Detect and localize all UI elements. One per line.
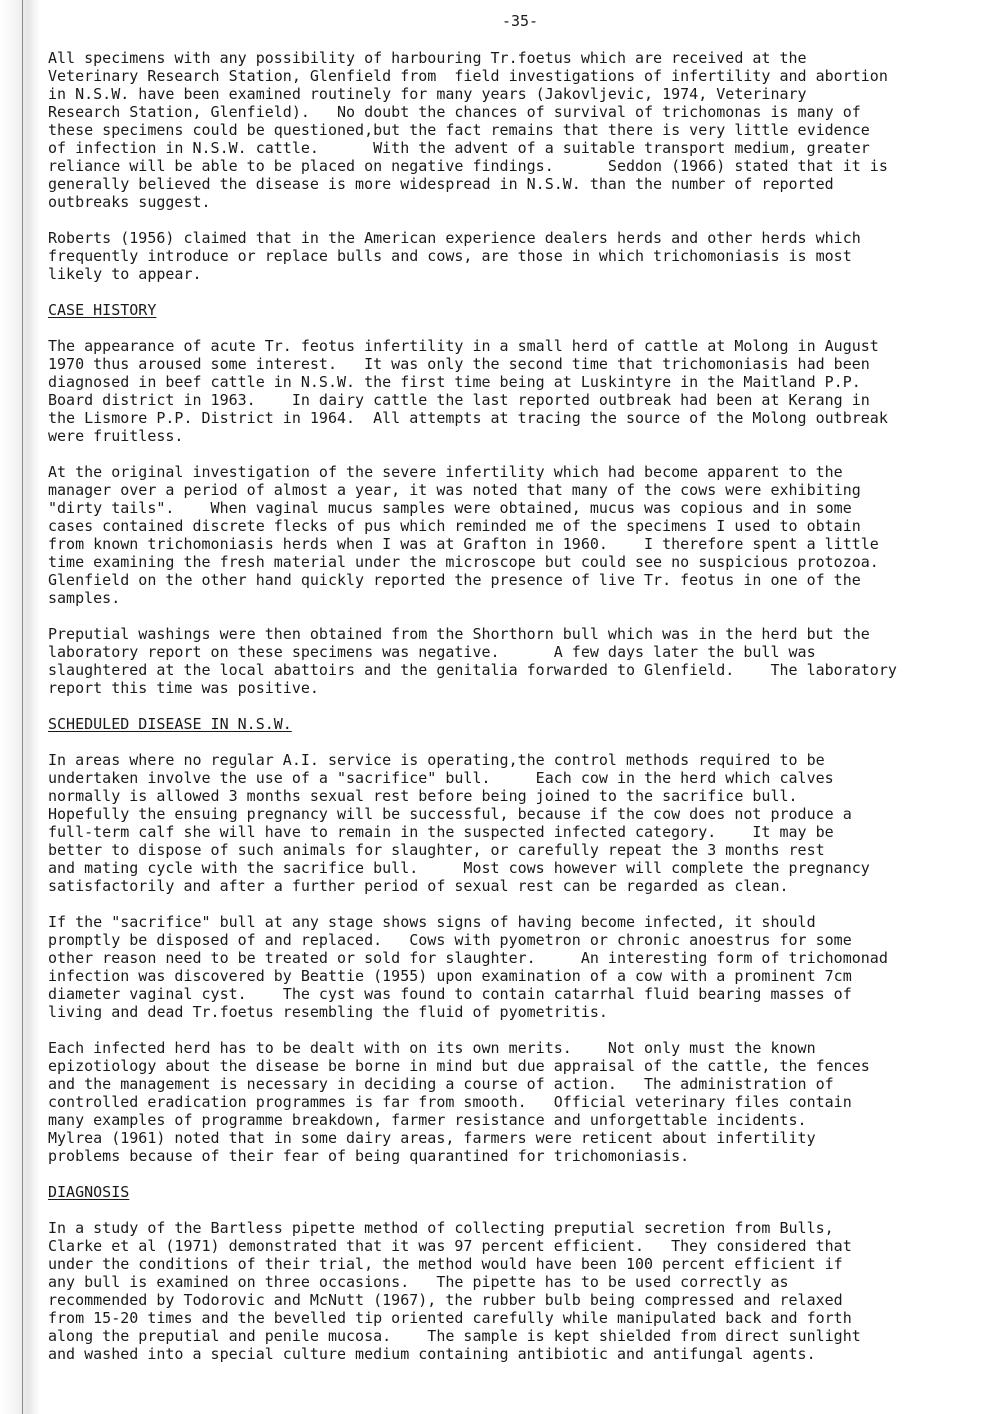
text-line: If the "sacrifice" bull at any stage shows signs of having become infected, it should: [48, 913, 816, 931]
text-line: Each infected herd has to be dealt with on its own merits. Not only must the known: [48, 1039, 816, 1057]
text-line: under the conditions of their trial, the method would have been 100 percent efficient if: [48, 1255, 843, 1273]
text-line: The appearance of acute Tr. feotus infertility in a small herd of cattle at Molong in August: [48, 337, 879, 355]
text-line: generally believed the disease is more widespread in N.S.W. than the number of reported: [48, 175, 834, 193]
text-line: Roberts (1956) claimed that in the American experience dealers herds and other herds which: [48, 229, 861, 247]
text-line: Veterinary Research Station, Glenfield from field investigations of infertility and abortion: [48, 67, 888, 85]
text-line: reliance will be able to be placed on negative findings. Seddon (1966) stated that it is: [48, 157, 888, 175]
text-line: from known trichomoniasis herds when I was at Grafton in 1960. I therefore spent a little: [48, 535, 879, 553]
text-line: samples.: [48, 589, 121, 607]
text-line: other reason need to be treated or sold for slaughter. An interesting form of trichomonad: [48, 949, 888, 967]
text-line: In a study of the Bartless pipette method of collecting preputial secretion from Bulls,: [48, 1219, 834, 1237]
text-line: Glenfield on the other hand quickly reported the presence of live Tr. feotus in one of the: [48, 571, 861, 589]
page-number: -35-: [501, 12, 539, 30]
text-line: "dirty tails". When vaginal mucus samples were obtained, mucus was copious and in some: [48, 499, 852, 517]
text-line: epizotiology about the disease be borne in mind but due appraisal of the cattle, the fences: [48, 1057, 870, 1075]
paragraph: [48, 229, 994, 283]
text-line: Clarke et al (1971) demonstrated that it was 97 percent efficient. They considered that: [48, 1237, 852, 1255]
paragraph: [48, 1219, 994, 1363]
text-line: along the preputial and penile mucosa. The sample is kept shielded from direct sunlight: [48, 1327, 861, 1345]
section-heading: CASE HISTORY: [48, 301, 157, 319]
text-line: Hopefully the ensuing pregnancy will be successful, because if the cow does not produce a: [48, 805, 852, 823]
text-line: full-term calf she will have to remain in the suspected infected category. It may be: [48, 823, 834, 841]
text-line: laboratory report on these specimens was negative. A few days later the bull was: [48, 643, 816, 661]
text-line: diagnosed in beef cattle in N.S.W. the first time being at Luskintyre in the Maitland P.P.: [48, 373, 861, 391]
text-line: in N.S.W. have been examined routinely for many years (Jakovljevic, 1974, Veterinary: [48, 85, 807, 103]
text-line: satisfactorily and after a further period of sexual rest can be regarded as clean.: [48, 877, 789, 895]
text-line: these specimens could be questioned,but the fact remains that there is very little evidence: [48, 121, 870, 139]
section-heading: DIAGNOSIS: [48, 1183, 130, 1201]
text-line: and the management is necessary in deciding a course of action. The administration of: [48, 1075, 834, 1093]
paragraph: [48, 913, 994, 1021]
text-line: any bull is examined on three occasions. The pipette has to be used correctly as: [48, 1273, 789, 1291]
text-line: In areas where no regular A.I. service is operating,the control methods required to be: [48, 751, 825, 769]
paragraph: [48, 463, 994, 607]
page-body: [48, 49, 994, 1381]
text-line: undertaken involve the use of a "sacrifice" bull. Each cow in the herd which calves: [48, 769, 834, 787]
text-line: All specimens with any possibility of harbouring Tr.foetus which are received at the: [48, 49, 807, 67]
text-line: the Lismore P.P. District in 1964. All attempts at tracing the source of the Molong outbreak: [48, 409, 888, 427]
binding-shadow: [0, 0, 40, 1414]
text-line: Mylrea (1961) noted that in some dairy areas, farmers were reticent about infertility: [48, 1129, 816, 1147]
text-line: promptly be disposed of and replaced. Cows with pyometron or chronic anoestrus for some: [48, 931, 852, 949]
paragraph: [48, 337, 994, 445]
text-line: normally is allowed 3 months sexual rest before being joined to the sacrifice bull.: [48, 787, 798, 805]
text-line: Board district in 1963. In dairy cattle the last reported outbreak had been at Kerang in: [48, 391, 870, 409]
text-line: likely to appear.: [48, 265, 202, 283]
text-line: and washed into a special culture medium containing antibiotic and antifungal agents.: [48, 1345, 816, 1363]
text-line: Research Station, Glenfield). No doubt the chances of survival of trichomonas is many of: [48, 103, 861, 121]
text-line: cases contained discrete flecks of pus which reminded me of the specimens I used to obtain: [48, 517, 861, 535]
text-line: manager over a period of almost a year, it was noted that many of the cows were exhibiting: [48, 481, 861, 499]
text-line: frequently introduce or replace bulls and cows, are those in which trichomoniasis is most: [48, 247, 852, 265]
text-line: infection was discovered by Beattie (1955) upon examination of a cow with a prominent 7cm: [48, 967, 852, 985]
text-line: At the original investigation of the severe infertility which had become apparent to the: [48, 463, 843, 481]
text-line: 1970 thus aroused some interest. It was only the second time that trichomoniasis had been: [48, 355, 870, 373]
text-line: Preputial washings were then obtained from the Shorthorn bull which was in the herd but the: [48, 625, 870, 643]
text-line: many examples of programme breakdown, farmer resistance and unforgettable incidents.: [48, 1111, 807, 1129]
paragraph: [48, 625, 994, 697]
paragraph: [48, 751, 994, 895]
text-line: time examining the fresh material under the microscope but could see no suspicious protozoa.: [48, 553, 879, 571]
section-heading: SCHEDULED DISEASE IN N.S.W.: [48, 715, 292, 733]
text-line: report this time was positive.: [48, 679, 319, 697]
paragraph: [48, 1039, 994, 1165]
text-line: of infection in N.S.W. cattle. With the advent of a suitable transport medium, greater: [48, 139, 870, 157]
text-line: recommended by Todorovic and McNutt (1967), the rubber bulb being compressed and relaxed: [48, 1291, 843, 1309]
text-line: better to dispose of such animals for slaughter, or carefully repeat the 3 months rest: [48, 841, 825, 859]
text-line: and mating cycle with the sacrifice bull. Most cows however will complete the pregnancy: [48, 859, 870, 877]
text-line: outbreaks suggest.: [48, 193, 211, 211]
text-line: problems because of their fear of being quarantined for trichomoniasis.: [48, 1147, 690, 1165]
text-line: controlled eradication programmes is far from smooth. Official veterinary files contain: [48, 1093, 852, 1111]
paragraph: [48, 49, 994, 211]
text-line: were fruitless.: [48, 427, 184, 445]
text-line: diameter vaginal cyst. The cyst was found to contain catarrhal fluid bearing masses of: [48, 985, 852, 1003]
binding-edge-line: [22, 0, 23, 1414]
text-line: living and dead Tr.foetus resembling the fluid of pyometritis.: [48, 1003, 608, 1021]
text-line: from 15-20 times and the bevelled tip oriented carefully while manipulated back and forth: [48, 1309, 852, 1327]
text-line: slaughtered at the local abattoirs and the genitalia forwarded to Glenfield. The laboratory: [48, 661, 897, 679]
